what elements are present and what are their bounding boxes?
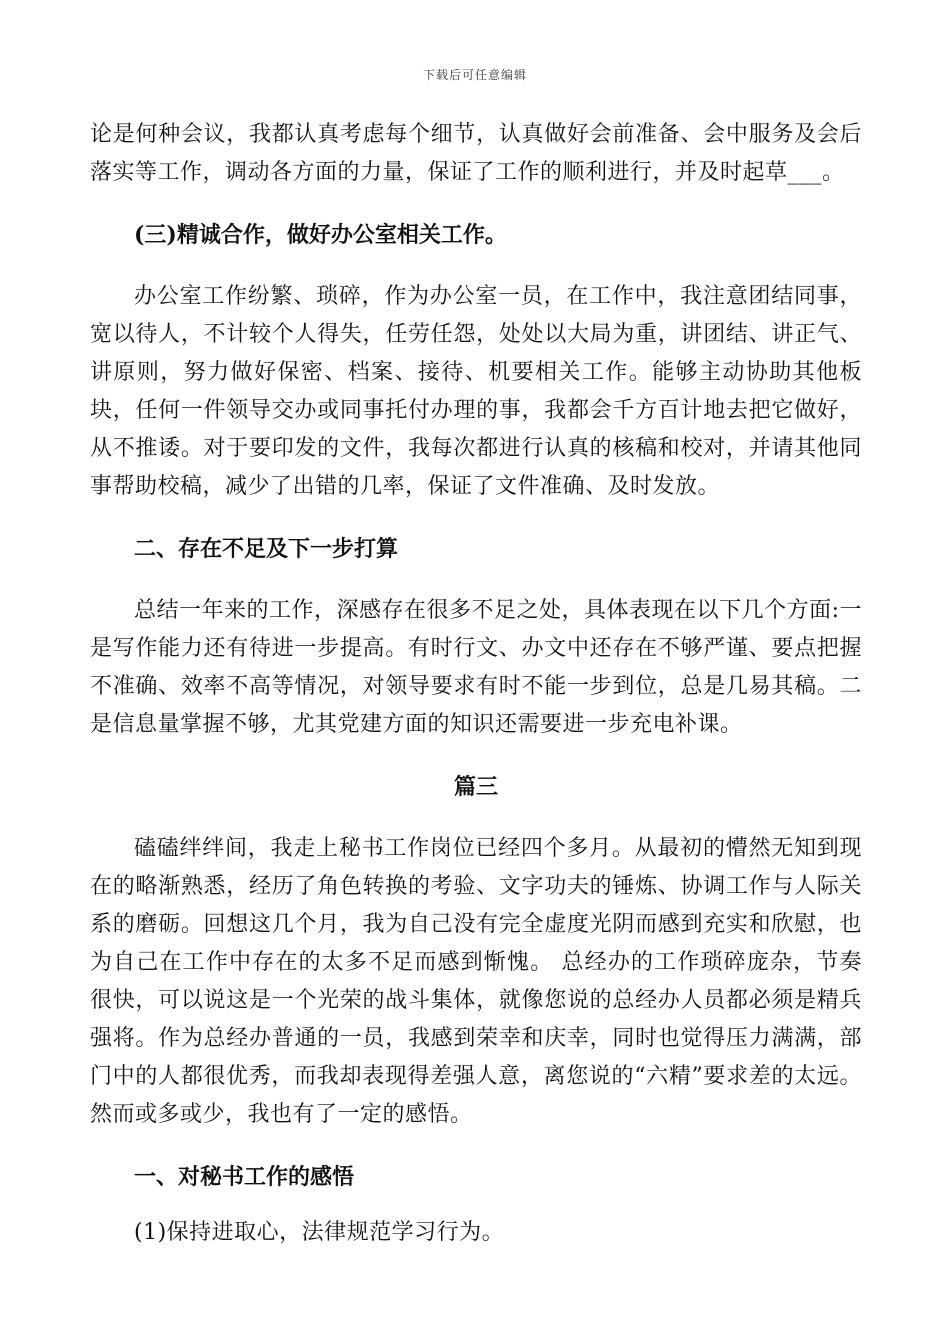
section-heading-shortcomings: 二、存在不足及下一步打算	[134, 536, 399, 562]
section-heading-insights: 一、对秘书工作的感悟	[134, 1164, 355, 1190]
part-title-three: 篇三	[453, 774, 498, 800]
section-heading-cooperation: (三)精诚合作，做好办公室相关工作。	[134, 222, 507, 248]
paragraph-office-work: 办公室工作纷繁、琐碎，作为办公室一员，在工作中，我注意团结同事，宽以待人，不计较个人得失，任劳任怨，处处以大局为重，讲团结、讲正气、讲原则，努力做好保密、档案、接待、机要相关工作。能够主动协助其他板块，任何一件领导交办或同事托付办理的事，我都会千方百计地去把它做好，从不推诿。对于要印发的文件，我每次都进行认真的核稿和校对，并请其他同事帮助校稿，减少了出错的几率，保证了文件准确、及时发放。	[90, 284, 862, 499]
paragraph-continuation: 论是何种会议，我都认真考虑每个细节，认真做好会前准备、会中服务及会后落实等工作，调动各方面的力量，保证了工作的顺利进行，并及时起草___。	[90, 122, 862, 185]
paragraph-shortcomings: 总结一年来的工作，深感存在很多不足之处，具体表现在以下几个方面:一是写作能力还有待进一步提高。有时行文、办文中还存在不够严谨、要点把握不准确、效率不高等情况，对领导要求有时不能一步到位，总是几易其稿。二是信息量掌握不够，尤其党建方面的知识还需要进一步充电补课。	[90, 598, 862, 737]
document-body	[90, 116, 862, 1252]
page-header-note: 下载后可任意编辑	[422, 68, 527, 82]
paragraph-item-one: (1)保持进取心，法律规范学习行为。	[134, 1220, 505, 1245]
paragraph-secretary-intro: 磕磕绊绊间，我走上秘书工作岗位已经四个多月。从最初的懵然无知到现在的略渐熟悉，经历了角色转换的考验、文字功夫的锤炼、协调工作与人际关系的磨砺。回想这几个月，我为自己没有完全虚度光阴而感到充实和欣慰，也为自己在工作中存在的太多不足而感到惭愧。 总经办的工作琐碎庞杂，节奏很快，可以说这是一个光荣的战斗集体，就像您说的总经办人员都必须是精兵强将。作为总经办普通的一员，我感到荣幸和庆幸，同时也觉得压力满满，部门中的人都很优秀，而我却表现得差强人意，离您说的“六精”要求差的太远。然而或多或少，我也有了一定的感悟。	[90, 836, 862, 1127]
